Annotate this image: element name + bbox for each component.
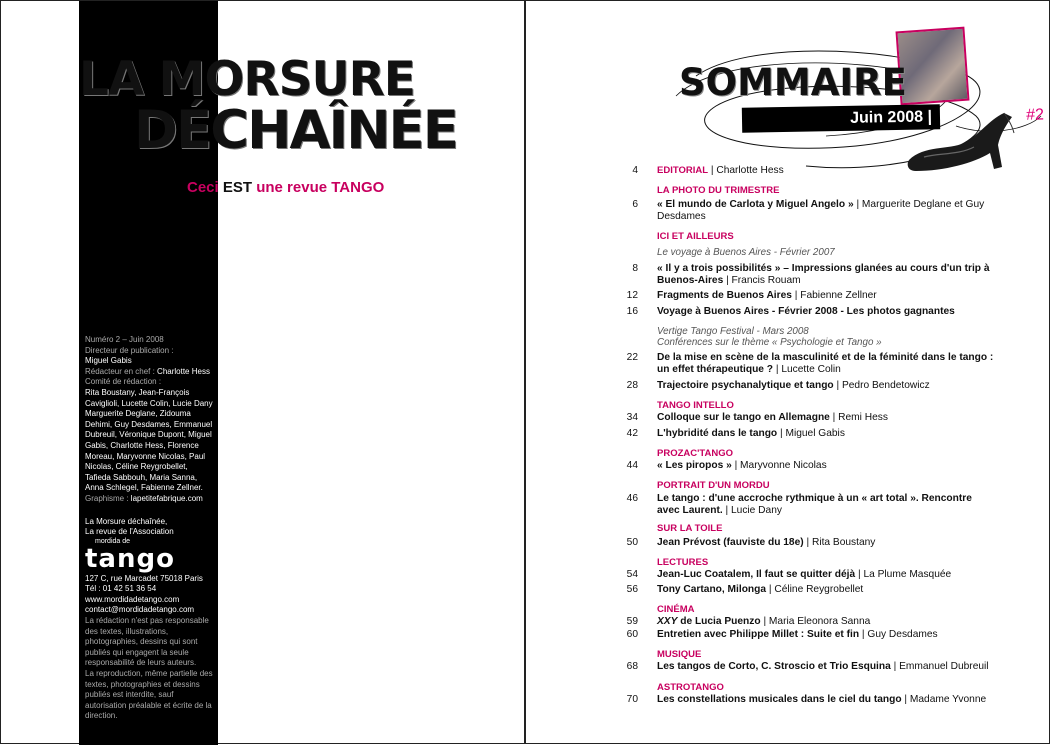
association-logo (85, 537, 213, 574)
toc-entry-title: Entretien avec Philippe Millet : Suite et fin (657, 629, 860, 640)
toc-entry-title: « Il y a trois possibilités » – Impressions glanées au cours d'un trip à Buenos-Aires (657, 263, 990, 286)
toc-page-number: 54 (626, 569, 638, 580)
toc-page-number: 60 (626, 629, 638, 640)
logo-text: tango (85, 543, 175, 574)
email-link[interactable]: contact@mordidadetango.com (85, 605, 195, 615)
toc-entry-title: Voyage à Buenos Aires - Février 2008 - Les photos gagnantes (657, 306, 955, 317)
toc-entry-author: | Charlotte Hess (708, 165, 784, 176)
toc-entry[interactable] (657, 380, 997, 392)
toc-entry-author: | Miguel Gabis (777, 428, 845, 439)
toc-entry[interactable] (657, 661, 997, 673)
issue-date: Juin 2008 | (849, 108, 933, 127)
toc-entry[interactable] (657, 569, 997, 581)
toc-entry-title: L'hybridité dans le tango (657, 428, 778, 439)
toc-entry-author: | Maria Eleonora Sanna (760, 616, 871, 627)
masthead-line1 (79, 52, 457, 107)
right-page (525, 0, 1050, 744)
graphics-label: Graphisme : (85, 493, 131, 503)
toc-page-number: 59 (626, 616, 638, 627)
toc-entry-title: Fragments de Buenos Aires (657, 290, 792, 301)
toc-entry[interactable] (657, 263, 997, 286)
left-page (0, 0, 525, 744)
toc-entry-author: | Pedro Bendetowicz (833, 380, 930, 391)
assoc-line1: La Morsure déchaînée, (85, 516, 168, 526)
toc-entry-author: | Marguerite Deglane et Guy Desdames (657, 199, 985, 222)
toc-entry-title: « El mundo de Carlota y Miguel Angelo » (657, 199, 854, 210)
toc-entry-title: Jean-Luc Coatalem, Il faut se quitter déjà (657, 569, 856, 580)
toc-entry[interactable] (657, 165, 997, 177)
toc-entry[interactable] (657, 306, 997, 318)
toc-entry-title: Tony Cartano, Milonga (657, 584, 767, 595)
sommaire-title: SOMMAIRE (679, 61, 907, 104)
toc-entry-author: | Francis Rouam (723, 274, 801, 286)
toc-subheading: Vertige Tango Festival - Mars 2008 (657, 326, 809, 337)
toc-entry-author: | Rita Boustany (803, 537, 876, 548)
toc-entry-title: Les tangos de Corto, C. Stroscio et Trio Esquina (657, 661, 891, 672)
toc-entry[interactable] (657, 694, 997, 706)
toc-page-number: 70 (626, 694, 638, 705)
toc-entry-author: | Madame Yvonne (901, 694, 987, 705)
toc-section-heading: TANGO INTELLO (657, 400, 734, 411)
toc-page-number: 28 (626, 380, 638, 391)
toc-section-heading: EDITORIAL (657, 165, 709, 176)
toc-entry-author: | Emmanuel Dubreuil (890, 661, 989, 672)
toc-entry-title: Trajectoire psychanalytique et tango (657, 380, 834, 391)
toc-page-number: 6 (632, 199, 638, 210)
toc-entry-title: Jean Prévost (fauviste du 18e) (657, 537, 804, 548)
toc-entry-title: Les constellations musicales dans le ciel du tango (657, 694, 902, 705)
toc-entry-author: | Maryvonne Nicolas (731, 460, 827, 471)
toc-page-number: 42 (626, 428, 638, 439)
toc-entry[interactable] (657, 352, 997, 375)
issue-number: #2 (1026, 106, 1045, 124)
editor-label: Rédacteur en chef : (85, 366, 158, 376)
toc-page-number: 16 (626, 306, 638, 317)
masthead-line2 (134, 100, 457, 161)
masthead (79, 52, 457, 161)
issue-label: Numéro 2 – Juin 2008 (85, 335, 164, 344)
graphics-credit: lapetitefabrique.com (130, 493, 203, 503)
tagline (187, 179, 384, 196)
toc-entry-title: De la mise en scène de la masculinité et de la féminité dans le tango : un effet thérapeutique ? (657, 352, 994, 375)
toc-entry[interactable] (657, 428, 997, 440)
website-link[interactable]: www.mordidadetango.com (85, 594, 180, 604)
toc-section-heading: CINÉMA (657, 604, 695, 615)
masthead-line2-text: DÉCHAÎNÉE (134, 100, 457, 161)
toc-page-number: 56 (626, 584, 638, 595)
toc-entry-title: de Lucia Puenzo (677, 616, 761, 627)
tagline-part-c: une revue TANGO (252, 179, 385, 196)
toc-entry-title: Le tango : d'une accroche rythmique à un « art total ». Rencontre avec Laurent. (657, 493, 972, 516)
masthead-line1-text: LA MORSURE (79, 52, 415, 107)
legal-notice-1: La rédaction n'est pas responsable des textes, illustrations, photographies, dessins qui sont publiés qui engagent la seule responsabilité de leurs auteurs. (85, 616, 209, 668)
toc-section-heading: MUSIQUE (657, 649, 702, 660)
toc-entry[interactable] (657, 616, 997, 628)
address: 127 C, rue Marcadet 75018 Paris (85, 573, 203, 583)
telephone: Tél : 01 42 51 36 54 (85, 584, 157, 594)
toc-page-number: 12 (626, 290, 638, 301)
toc-section-heading: PORTRAIT D'UN MORDU (657, 480, 770, 491)
toc-subheading: Le voyage à Buenos Aires - Février 2007 (657, 247, 835, 258)
director-name: Miguel Gabis (85, 356, 132, 366)
toc-section-heading: ASTROTANGO (657, 682, 724, 693)
toc-entry-author: | Remi Hess (829, 412, 888, 423)
toc-page-number: 8 (632, 263, 638, 274)
toc-section-heading: PROZAC'TANGO (657, 448, 733, 459)
toc-page-number: 44 (626, 460, 638, 471)
toc-entry-title: Colloque sur le tango en Allemagne (657, 412, 830, 423)
toc-entry[interactable] (657, 584, 997, 596)
toc-entry[interactable] (657, 537, 997, 549)
toc-page-number: 22 (626, 352, 638, 363)
toc-entry[interactable] (657, 290, 997, 302)
toc-entry[interactable] (657, 493, 997, 516)
committee-label: Comité de rédaction : (85, 377, 162, 387)
toc-entry-author: | Céline Reygrobellet (766, 584, 864, 595)
committee-list: Rita Boustany, Jean-François Caviglioli, Lucette Colin, Lucie Dany Marguerite Deglane, Zidouma Dehimi, Guy Desdames, Emmanuel Dubreuil, Véronique Dupont, Miguel Gabis, Charlotte Hess, Florence Moreau, Maryvonne Nicolas, Paul Nicolas, Céline Reygrobellet, Tafieda Sabbouh, Maria Sanna, Anna Schlegel, Fabienne Zellner. (85, 387, 213, 493)
toc-section-heading: ICI ET AILLEURS (657, 231, 734, 242)
toc-section-heading: LECTURES (657, 557, 709, 568)
toc-entry-author: | Fabienne Zellner (791, 290, 877, 301)
toc-page-number: 68 (626, 661, 638, 672)
toc-entry[interactable] (657, 199, 997, 222)
director-label: Directeur de publication : (85, 345, 174, 355)
toc-entry-author: | Lucie Dany (722, 504, 782, 516)
toc-entry[interactable] (657, 412, 997, 424)
legal-notice-2: La reproduction, même partielle des textes, photographies et dessins publiés est interdite, sauf autorisation préalable et écrite de la direction. (85, 669, 213, 721)
toc-entry-title-italic: XXY (657, 616, 678, 627)
assoc-line2: La revue de l'Association (85, 527, 174, 537)
toc-entry-author: | La Plume Masquée (855, 569, 952, 580)
toc-page-number: 34 (626, 412, 638, 423)
toc-entry-author: | Guy Desdames (859, 629, 938, 640)
editor-name: Charlotte Hess (157, 366, 210, 376)
toc-section-heading: LA PHOTO DU TRIMESTRE (657, 185, 780, 196)
logo-small-text: mordida de (95, 537, 131, 545)
credits-block (85, 335, 213, 722)
toc-entry-author: | Lucette Colin (773, 363, 841, 375)
toc-page-number: 4 (632, 165, 638, 176)
toc-entry-title: « Les piropos » (657, 460, 732, 471)
toc-page-number: 50 (626, 537, 638, 548)
toc-page-number: 46 (626, 493, 638, 504)
tagline-part-a: Ceci (187, 179, 223, 196)
toc-entry[interactable] (657, 460, 997, 472)
toc-entry[interactable] (657, 629, 997, 641)
toc-subheading: Conférences sur le thème « Psychologie et Tango » (657, 337, 882, 348)
tagline-part-b: EST (222, 179, 253, 196)
table-of-contents (526, 1, 1050, 745)
toc-section-heading: SUR LA TOILE (657, 523, 723, 534)
